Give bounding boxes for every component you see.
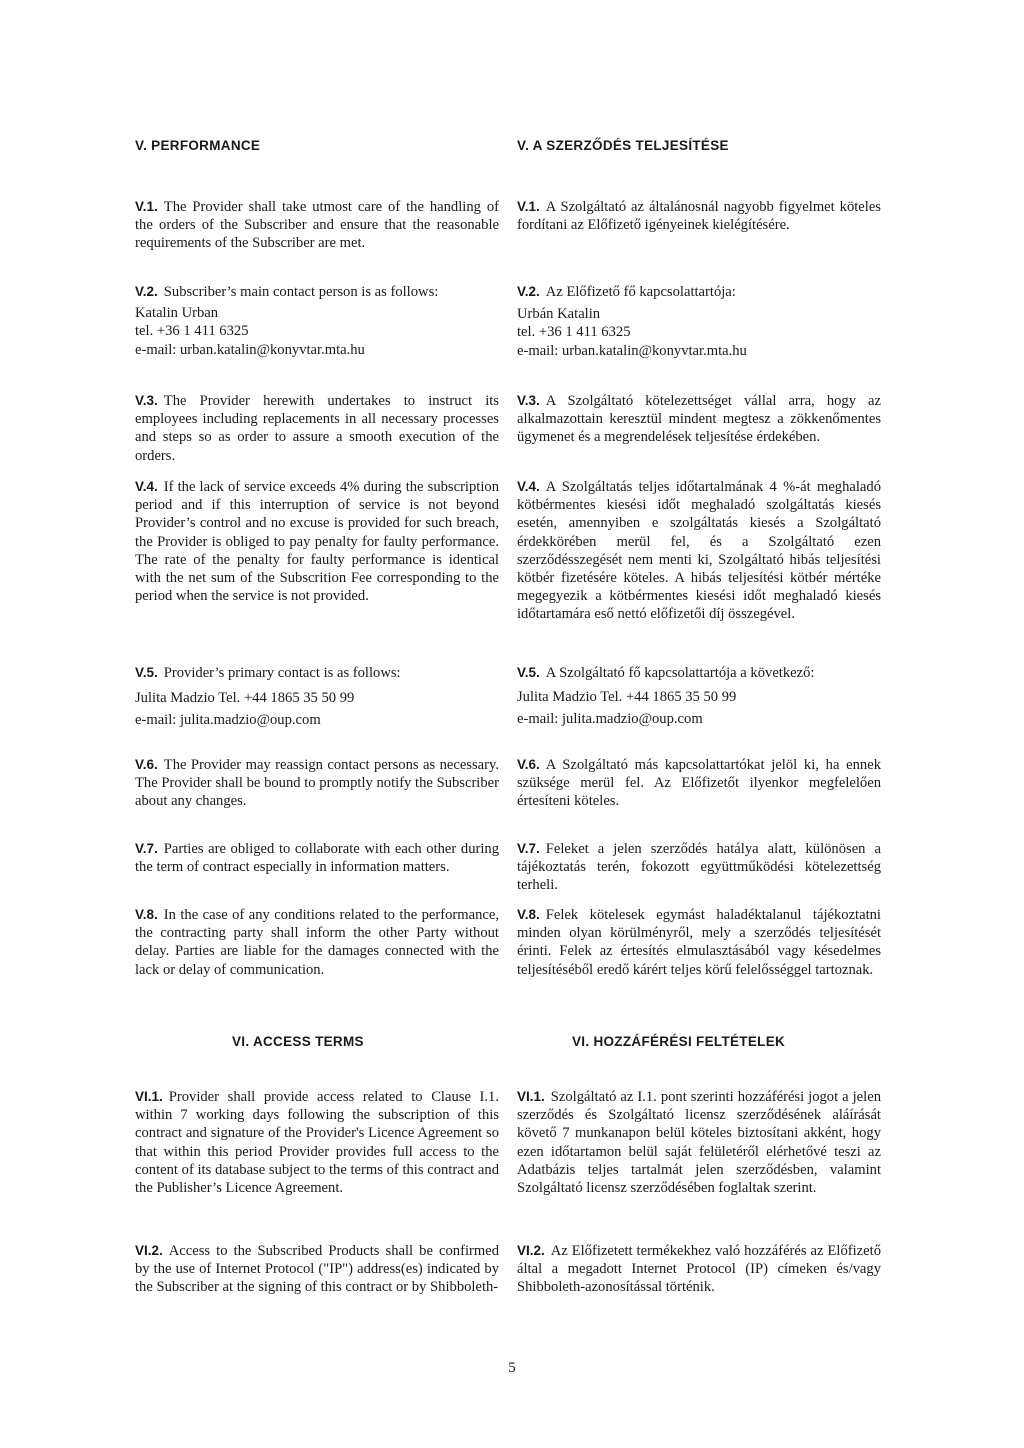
clause-number: V.1. [135,199,158,214]
clause-text: The Provider herewith undertakes to instruct its employees including replacements in all necessary processes and steps so as order to assure a smooth execution of the orders. [135,393,499,464]
clause-text: Provider’s primary contact is as follows: [163,665,401,681]
contact-phone: Julita Madzio Tel. +44 1865 35 50 99 [135,690,355,707]
clause-text: In the case of any conditions related to the performance, the contracting party shall inform the other Party without delay. Parties are liable for the damages connected with the lack or delay of communication. [135,907,499,978]
clause-text: Feleket a jelen szerződés hatálya alatt, különösen a tájékoztatás terén, fokozott együttműködési kötelezettség terheli. [517,841,881,894]
clause-text: If the lack of service exceeds 4% during the subscription period and if this interruption of service is not beyond Provider’s control and no excuse is provided for such breach, the Provider is obliged to pay penalty for faulty performance. The rate of the penalty for faulty performance is identical with the net sum of the Subscrition Fee corresponding to the period when the service is not provided. [135,479,499,605]
clause-vi1-hu [517,1088,881,1197]
clause-text: Felek kötelesek egymást haladéktalanul tájékoztatni minden olyan körülményről, mely a szerződés teljesítését érinti. Felek az értesítés elmulasztásából vagy késedelmes teljesítéséből eredő kárért teljes körű felelősséggel tartoznak. [517,907,881,978]
clause-v4-hu [517,478,881,624]
clause-v7-en [135,840,499,876]
section-vi-heading-hu: VI. HOZZÁFÉRÉSI FELTÉTELEK [572,1034,786,1049]
clause-number: V.5. [135,665,158,680]
clause-text: A Szolgáltatás teljes időtartalmának 4 %-át meghaladó kötbérmentes kiesési időt meghaladó szolgáltatás kiesés esetén, amennyiben e szolgáltatás kiesés a Szolgáltató érdekkörében merül fel, és a Szolgáltató ezen szerződésszegését nem menti ki, Szolgáltató hibás teljesítési kötbér fizetésére köteles. A hibás teljesítési kötbér mértéke megegyezik a kötbérmentes kiesési időt meghaladó kiesés időtartamára eső nettó előfizetői díj összegével. [517,479,881,623]
clause-v1-hu [517,198,881,234]
clause-text: Parties are obliged to collaborate with each other during the term of contract especially in information matters. [135,841,499,876]
clause-v6-en [135,756,499,811]
clause-number: V.1. [517,199,540,214]
clause-number: V.8. [517,907,540,922]
clause-text: A Szolgáltató fő kapcsolattartója a következő: [545,665,815,681]
contact-name: Katalin Urban [135,305,219,322]
clause-text: A Szolgáltató az általánosnál nagyobb figyelmet köteles fordítani az Előfizető igényeinek kielégítésére. [517,199,881,234]
contact-email: e-mail: julita.madzio@oup.com [135,712,321,729]
clause-v7-hu [517,840,881,895]
clause-v4-en [135,478,499,605]
clause-v6-hu [517,756,881,811]
contact-name: Urbán Katalin [517,306,601,323]
clause-v5-en [135,664,499,731]
clause-text: Subscriber’s main contact person is as follows: [163,284,439,300]
clause-number: V.7. [135,841,158,856]
clause-v8-en [135,906,499,979]
clause-v2-hu [517,283,881,360]
clause-v1-en [135,198,499,253]
clause-text: Az Előfizetett termékekhez való hozzáférés az Előfizető által a megadott Internet Protocol (IP) címeken és/vagy Shibboleth-azonosítással történik. [517,1243,881,1296]
section-vi-heading-en: VI. ACCESS TERMS [232,1034,364,1049]
contact-phone: tel. +36 1 411 6325 [517,324,631,341]
clause-number: V.5. [517,665,540,680]
clause-v3-en [135,392,499,465]
clause-text: Az Előfizető fő kapcsolattartója: [545,284,736,300]
contact-email: e-mail: urban.katalin@konyvtar.mta.hu [135,341,365,358]
contact-phone: Julita Madzio Tel. +44 1865 35 50 99 [517,689,737,706]
clause-text: Provider shall provide access related to Clause I.1. within 7 working days following the subscription of this contract and signature of the Provider's Licence Agreement so that within this period Provider provides full access to the content of its database subject to the terms of this contract and the Publisher’s Licence Agreement. [135,1089,499,1197]
clause-number: V.3. [135,393,158,408]
section-v-heading-en: V. PERFORMANCE [135,138,261,153]
contact-phone: tel. +36 1 411 6325 [135,323,249,340]
contact-email: e-mail: julita.madzio@oup.com [517,711,703,728]
clause-number: V.6. [135,757,158,772]
clause-text: Szolgáltató az I.1. pont szerinti hozzáférési jogot a jelen szerződés és Szolgáltató licensz szerződésének aláírását követő 7 munkanapon belül köteles biztosítani akként, hogy ezen időtartamon belül saját felületéről elérhetővé teszi az Adatbázis teljes tartalmát jelen szerződésben, valamint Szolgáltató licensz szerződésében foglaltak szerint. [517,1089,881,1197]
clause-number: V.7. [517,841,540,856]
clause-vi1-en [135,1088,499,1197]
clause-number: VI.2. [517,1243,545,1258]
clause-number: V.3. [517,393,540,408]
clause-v3-hu [517,392,881,447]
clause-number: V.6. [517,757,540,772]
clause-number: V.4. [135,479,158,494]
clause-text: Access to the Subscribed Products shall be confirmed by the use of Internet Protocol ("IP") address(es) indicated by the Subscriber at the signing of this contract or by Shibboleth- [135,1243,499,1296]
page-number: 5 [508,1360,516,1376]
clause-vi2-hu [517,1242,881,1297]
clause-text: The Provider may reassign contact persons as necessary. The Provider shall be bound to promptly notify the Subscriber about any changes. [135,757,499,810]
clause-number: VI.2. [135,1243,163,1258]
clause-number: V.2. [517,284,540,299]
clause-vi2-en [135,1242,499,1297]
clause-number: V.2. [135,284,158,299]
clause-v2-en [135,283,499,359]
section-v-heading-hu: V. A SZERZŐDÉS TELJESÍTÉSE [517,138,729,153]
contact-email: e-mail: urban.katalin@konyvtar.mta.hu [517,342,747,359]
clause-v5-hu [517,664,881,730]
clause-number: V.8. [135,907,158,922]
clause-text: The Provider shall take utmost care of the handling of the orders of the Subscriber and ensure that the reasonable requirements of the Subscriber are met. [135,199,499,252]
clause-text: A Szolgáltató más kapcsolattartókat jelöl ki, ha ennek szüksége merül fel. Az Előfizetőt ilyenkor megfelelően értesíteni köteles. [517,757,881,810]
clause-number: V.4. [517,479,540,494]
clause-number: VI.1. [135,1089,163,1104]
clause-v8-hu [517,906,881,979]
clause-text: A Szolgáltató kötelezettséget vállal arra, hogy az alkalmazottain keresztül mindent megtesz a zökkenőmentes ügymenet és a megrendelések teljesítése érdekében. [517,393,881,446]
clause-number: VI.1. [517,1089,545,1104]
